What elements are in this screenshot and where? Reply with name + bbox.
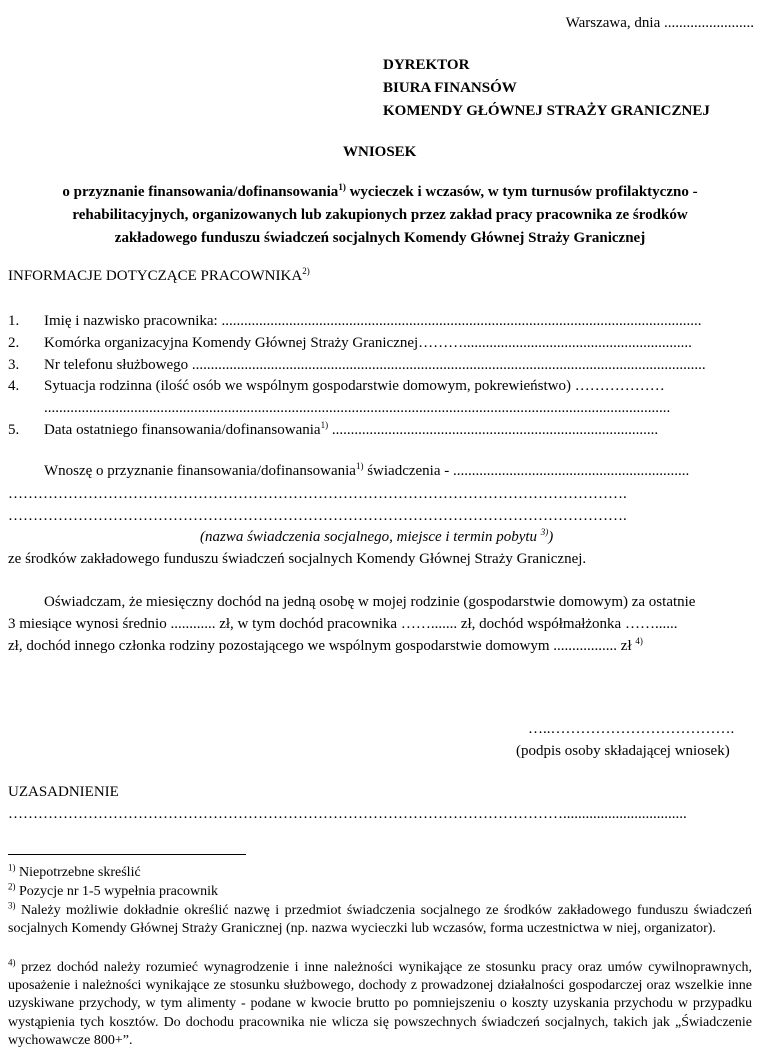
field-number-4: 4. xyxy=(8,378,20,394)
subtitle-line-3: zakładowego funduszu świadczeń socjalnych Komendy Głównej Straży Granicznej xyxy=(114,230,646,246)
field-family-situation-continuation[interactable]: ....................................................................................................................................................................... xyxy=(44,400,671,416)
field-name[interactable]: Imię i nazwisko pracownika: ................................................................................................................................ xyxy=(44,313,702,329)
field-number-1: 1. xyxy=(8,313,20,329)
addressee-line-2: BIURA FINANSÓW xyxy=(383,80,517,96)
field-phone[interactable]: Nr telefonu służbowego ......................................................................................................................................... xyxy=(44,357,706,373)
place-date: Warszawa, dnia ........................ xyxy=(565,15,754,31)
field-number-5: 5. xyxy=(8,422,20,438)
request-line-4: ze środków zakładowego funduszu świadczeń socjalnych Komendy Głównej Straży Granicznej. xyxy=(8,551,587,567)
footnote-2: $^{2)}$ Pozycje nr 1-5 wypełnia pracownik xyxy=(8,881,219,899)
addressee-line-1: DYREKTOR xyxy=(383,57,470,73)
justification-heading: UZASADNIENIE xyxy=(8,784,119,800)
footnote-1: $^{1)}$ Niepotrzebne skreślić xyxy=(8,862,141,880)
request-caption: (nazwa świadczenia socjalnego, miejsce i termin pobytu $^{3)}$) xyxy=(200,527,554,545)
section-heading-employee-info: INFORMACJE DOTYCZĄCE PRACOWNIKA$^{2)}$ xyxy=(8,266,310,284)
request-line-3[interactable]: ……………………………………………………………………………………………………………. xyxy=(8,508,627,524)
subtitle-line-1: o przyznanie finansowania/dofinansowania$^{1)}$ wycieczek i wczasów, w tym turnusów profilaktyczno - xyxy=(62,182,698,200)
declaration-line-1: Oświadczam, że miesięczny dochód na jedną osobę w mojej rodzinie (gospodarstwie domowym) za ostatnie xyxy=(44,594,696,610)
field-organizational-unit[interactable]: Komórka organizacyjna Komendy Głównej Straży Granicznej………............................................................. xyxy=(44,335,692,351)
addressee-line-3: KOMENDY GŁÓWNEJ STRAŻY GRANICZNEJ xyxy=(383,103,710,119)
field-last-financing-date[interactable]: Data ostatniego finansowania/dofinansowania$^{1)}$ ....................................................................................... xyxy=(44,421,659,438)
field-number-3: 3. xyxy=(8,357,20,373)
footnote-3: $^{3)}$ Należy możliwie dokładnie określić nazwę i przedmiot świadczenia socjalnego ze środków zakładowego funduszu świadczeń socjalnych Komendy Głównej Straży Granicznej (np. nazwa wycieczki lub wczasów, forma uczestnictwa w niej, organizator). xyxy=(8,900,752,937)
request-line-2[interactable]: ……………………………………………………………………………………………………………. xyxy=(8,486,627,502)
signature-line[interactable]: …..………………………………. xyxy=(528,721,735,737)
document-title: WNIOSEK xyxy=(343,144,417,160)
request-line-1[interactable]: Wnoszę o przyznanie finansowania/dofinansowania$^{1)}$ świadczenia - ............................................................... xyxy=(44,462,690,479)
field-family-situation[interactable]: Sytuacja rodzinna (ilość osób we wspólnym gospodarstwie domowym, pokrewieństwo) ……………… xyxy=(44,378,665,394)
field-number-2: 2. xyxy=(8,335,20,351)
signature-label: (podpis osoby składającej wniosek) xyxy=(516,743,730,759)
footnote-4: $^{4)}$ przez dochód należy rozumieć wynagrodzenie i inne należności wynikające ze stosunku pracy oraz umów cywilnoprawnych, uposażenie i należności wynikające ze stosunku służbowego, dochody z prowadzonej działalności gospodarczej oraz wszelkie inne uzyskiwane przychody, w tym alimenty - podane w kwocie brutto po pomniejszeniu o koszty uzyskania przychodu w przypadku wystąpienia tych kosztów. Do dochodu pracownika nie wlicza się powszechnych świadczeń socjalnych, takich jak „Świadczenie wychowawcze 800+”. xyxy=(8,957,752,1048)
declaration-line-3[interactable]: zł, dochód innego członka rodziny pozostającego we wspólnym gospodarstwie domowym ................. zł $^{4)}$ xyxy=(8,636,643,654)
declaration-line-2[interactable]: 3 miesiące wynosi średnio ............ zł, w tym dochód pracownika ……....... zł, dochód współmałżonka ……...... xyxy=(8,616,678,632)
footnote-divider xyxy=(8,854,246,855)
justification-line[interactable]: …………………………………………………………………………………………………................................. xyxy=(8,806,687,822)
subtitle-line-2: rehabilitacyjnych, organizowanych lub zakupionych przez zakład pracy pracownika ze środków xyxy=(72,207,688,223)
